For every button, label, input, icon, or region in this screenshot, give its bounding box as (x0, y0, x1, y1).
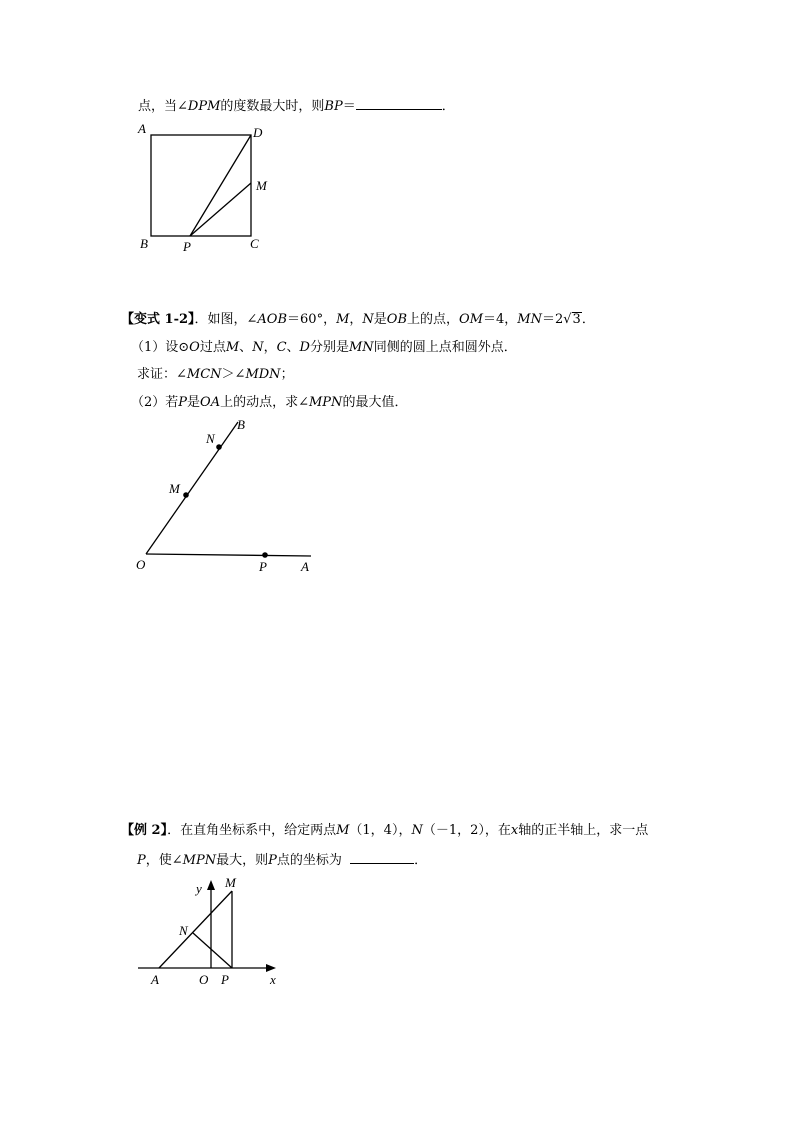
label-o3: O (199, 972, 209, 987)
p1-n: N (252, 340, 264, 355)
p1-g: 同侧的圆上点和圆外点． (373, 340, 517, 355)
q2-comma: ， (349, 312, 363, 327)
q2-part1 (131, 339, 517, 357)
q3-tag: 【例 2】 (121, 823, 168, 838)
label-p3: P (221, 972, 229, 987)
q3-mpn: MPN (182, 853, 217, 868)
var-bp: BP (324, 99, 343, 114)
q3-e: 点的坐标为 (276, 853, 342, 868)
label-p: P (183, 239, 191, 254)
q2-proof (137, 366, 294, 384)
label-x: x (270, 972, 276, 987)
label-a3: A (151, 972, 159, 987)
p1-f: 分别是 (309, 340, 349, 355)
q3-m: M (336, 823, 350, 838)
equals: ＝ (342, 99, 356, 114)
q2-cond3: 上的点， (407, 312, 460, 327)
label-b: B (140, 236, 148, 251)
var-m: M (336, 312, 350, 327)
q3-b: 轴的正半轴上，求一点 (518, 823, 649, 838)
sqrt-value: 3 (572, 312, 581, 327)
segment-np (193, 933, 232, 968)
p2-b: 是 (187, 395, 201, 410)
segment-pm (190, 183, 251, 236)
label-m3: M (225, 875, 236, 890)
q2-cond2: 是 (373, 312, 387, 327)
label-d: D (253, 125, 263, 140)
q3-n: N (411, 823, 423, 838)
q2-intro: ．如图，∠ (194, 312, 258, 327)
p2-p: P (178, 395, 188, 410)
q3-p2: P (268, 853, 277, 868)
q2-cond6: ． (581, 312, 595, 327)
x-axis-arrow-icon (266, 964, 276, 972)
proof-a: 求证：∠ (137, 367, 187, 382)
ray-ob (146, 422, 238, 554)
label-p2: P (259, 559, 267, 574)
proof-mdn: MDN (245, 367, 281, 382)
q2-tag: 【变式 1-2】 (121, 312, 195, 327)
point-p (262, 552, 268, 558)
var-mn: MN (517, 312, 542, 327)
var-om: OM (459, 312, 483, 327)
period: ． (441, 99, 455, 114)
label-m: M (256, 178, 267, 193)
p2-d: 的最大值． (342, 395, 408, 410)
point-m (183, 492, 189, 498)
p1-e: 、 (286, 340, 300, 355)
q3-end: ． (414, 853, 428, 868)
var-n: N (362, 312, 374, 327)
label-y: y (196, 881, 202, 896)
q1-text-b: 的度数最大时，则 (220, 99, 325, 114)
proof-c: ； (280, 367, 294, 382)
q3-a: ．在直角坐标系中，给定两点 (167, 823, 337, 838)
q3-mc: （1，4）， (349, 823, 412, 838)
p1-cc: C (276, 340, 287, 355)
p2-c: 上的动点，求∠ (220, 395, 309, 410)
q1-text-a: 点，当 (138, 99, 178, 114)
label-o2: O (136, 557, 146, 572)
line-am (159, 891, 232, 968)
q3-line2 (137, 850, 427, 870)
label-a2: A (301, 559, 309, 574)
label-n3: N (179, 923, 188, 938)
p2-mpn: MPN (309, 395, 343, 410)
sqrt-symbol: √ (563, 312, 572, 327)
q3-p: P (137, 853, 146, 868)
q3-heading (121, 822, 648, 840)
q2-cond4: ＝4， (483, 312, 518, 327)
p2-a: （2）若 (131, 395, 179, 410)
proof-mcn: MCN (186, 367, 222, 382)
square-abcd (151, 135, 251, 236)
label-c: C (250, 236, 259, 251)
q2-part2 (131, 394, 407, 412)
q2-cond5: ＝2 (541, 312, 564, 327)
p2-oa: OA (200, 395, 221, 410)
proof-b: ＞∠ (221, 367, 246, 382)
point-n (216, 444, 222, 450)
p1-mn: MN (349, 340, 374, 355)
label-n2: N (206, 431, 215, 446)
p1-d: ， (263, 340, 277, 355)
q3-nc: （－1，2），在 (422, 823, 511, 838)
var-ob: OB (386, 312, 408, 327)
q3-c: ，使∠ (145, 853, 183, 868)
angle-aob: AOB (257, 312, 288, 327)
label-b2: B (237, 417, 245, 432)
answer-blank-2[interactable] (350, 850, 414, 864)
p1-m: M (225, 340, 240, 355)
q2-heading (121, 311, 595, 329)
label-a: A (138, 121, 146, 136)
q3-d: 最大，则 (216, 853, 269, 868)
p1-c: 、 (239, 340, 253, 355)
angle-symbol: ∠ (177, 99, 188, 114)
ray-oa (146, 554, 311, 556)
angle-name: DPM (187, 99, 221, 114)
q2-cond1: ＝60°， (287, 312, 337, 327)
p1-o: O (189, 340, 200, 355)
label-m2: M (169, 481, 180, 496)
y-axis-arrow-icon (207, 880, 215, 890)
p1-a: （1）设⊙ (131, 340, 190, 355)
p1-b: 过点 (199, 340, 226, 355)
segment-pd (190, 135, 251, 236)
q3-x: x (510, 823, 519, 838)
p1-dd: D (299, 340, 310, 355)
